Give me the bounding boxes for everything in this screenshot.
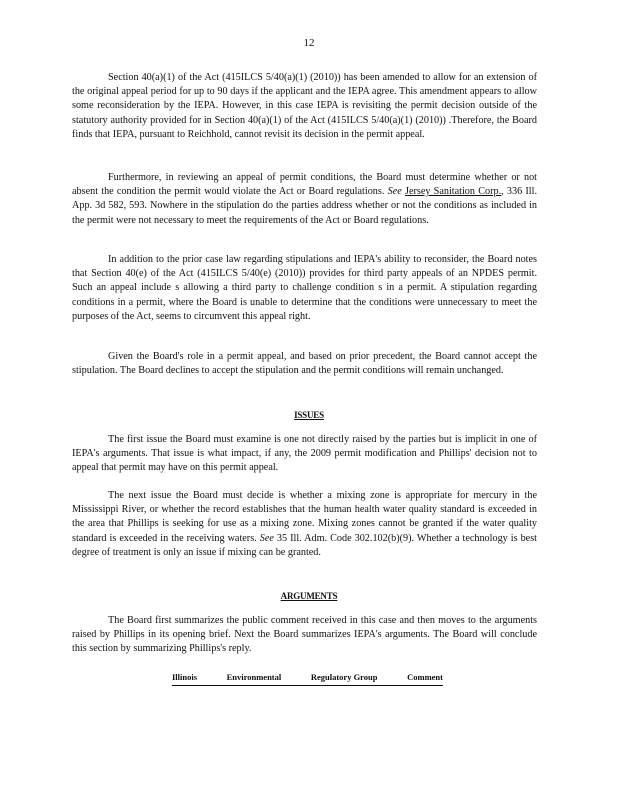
- paragraph-6-text-before: The next issue the Board must decide is whether a mixing zone is appropriate for mercury in the Mississippi River, or whether the record establishes that the human health water quality standard is exceeded in the area that Phillips is seeking for use as a mixing zone. Mixing zones cannot be granted if the water quality standard is exceeded in the receiving waters.: [72, 490, 537, 544]
- citation-signal: See: [387, 186, 402, 198]
- subheading-word-1: Illinois: [172, 672, 198, 682]
- subheading-word-2: Environmental: [226, 672, 282, 682]
- paragraph-6-text-after: 35 Ill. Adm. Code 302.102(b)(9). Whether a technology is best degree of treatment is only an issue if mixing can be granted.: [72, 532, 537, 558]
- paragraph-4-text: Given the Board's role in a permit appeal, and based on prior precedent, the Board cannot accept the stipulation. The Board declines to accept the stipulation and the permit conditions will remain unchanged.: [72, 351, 537, 377]
- section-heading-arguments: ARGUMENTS: [280, 591, 338, 601]
- paragraph-2-text-after: , 336 Ill. App. 3d 582, 593. Nowhere in the stipulation do the parties address whether or not the conditions as included in the permit were not necessary to meet the requirements of the Act or Board regulations.: [72, 186, 537, 226]
- page-number: 12: [303, 37, 315, 49]
- paragraph-7: [72, 614, 537, 657]
- paragraph-6: [72, 489, 537, 560]
- paragraph-1-text: Section 40(a)(1) of the Act (415ILCS 5/40(a)(1) (2010)) has been amended to allow for an extension of the original appeal period for up to 90 days if the applicant and the IEPA agree. This amendment appears to allow some reconsideration by the IEPA. However, in this case IEPA is revisiting the permit decision outside of the statutory authority provided for in Section 40(a)(1) of the Act (415ILCS 5/40(a)(1) (2010)) .Therefore, the Board finds that IEPA, pursuant to Reichhold, cannot revisit its decision in the permit appeal.: [72, 72, 537, 140]
- citation-signal-2: See: [259, 532, 274, 544]
- paragraph-4: [72, 350, 537, 378]
- section-heading-issues: ISSUES: [294, 410, 324, 420]
- paragraph-2: [72, 171, 537, 228]
- subheading-comment: [172, 670, 443, 686]
- paragraph-3: [72, 253, 537, 324]
- case-name: Jersey Sanitation Corp.: [404, 186, 502, 198]
- paragraph-3-text: In addition to the prior case law regarding stipulations and IEPA's ability to reconsider, the Board notes that Section 40(e) of the Act (415ILCS 5/40(e) (2010)) provides for third party appeals of an NPDES permit. Such an appeal include s allowing a third party to challenge condition s in a permit. A stipulation regarding conditions in a permit, where the Board is unable to determine that the conditions were unnecessary to meet the purposes of the Act, seems to circumvent this appeal right.: [72, 254, 537, 322]
- paragraph-5-text: The first issue the Board must examine is one not directly raised by the parties but is implicit in one of IEPA's arguments. That issue is what impact, if any, the 2009 permit modification and Phillips' decision not to appeal that permit may have on this permit appeal.: [72, 434, 537, 474]
- paragraph-2-text-before: Furthermore, in reviewing an appeal of permit conditions, the Board must determine whether or not absent the condition the permit would violate the Act or Board regulations.: [72, 172, 537, 198]
- paragraph-5: [72, 433, 537, 476]
- paragraph-7-text: The Board first summarizes the public comment received in this case and then moves to the arguments raised by Phillips in its opening brief. Next the Board summarizes IEPA's arguments. The Board will conclude this section by summarizing Phillips's reply.: [72, 615, 537, 655]
- subheading-word-4: Comment: [407, 672, 443, 682]
- subheading-word-3: Regulatory Group: [310, 672, 378, 682]
- paragraph-1: [72, 71, 537, 142]
